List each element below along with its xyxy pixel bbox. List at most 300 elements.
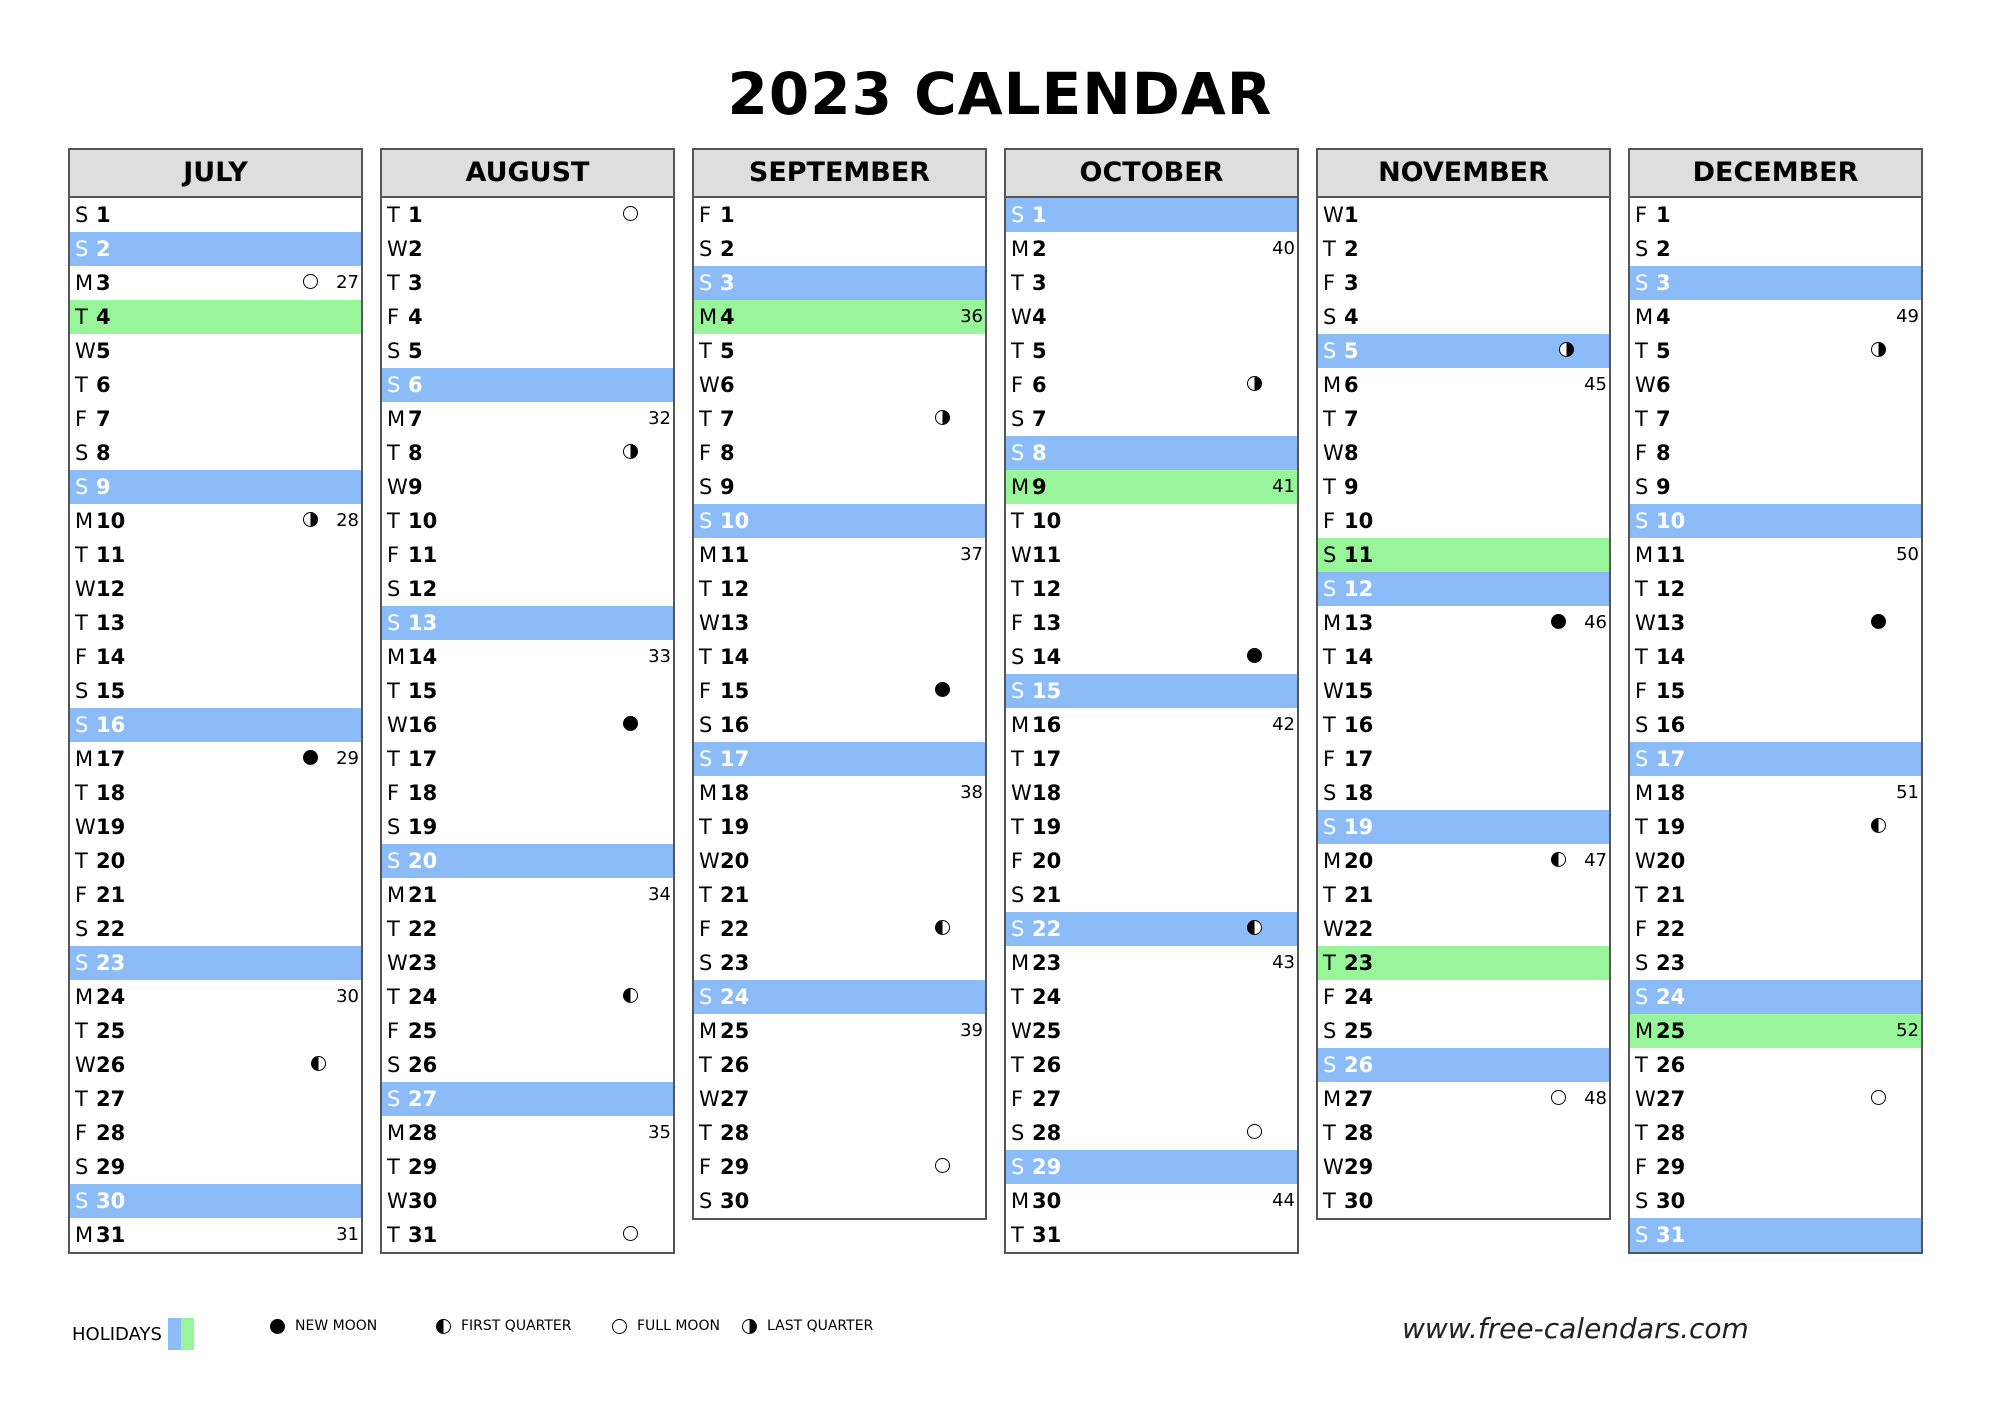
day-row	[1630, 1218, 1921, 1252]
day-row	[1006, 606, 1297, 640]
day-number: 17	[408, 747, 438, 771]
day-row	[1630, 640, 1921, 674]
day-row	[694, 1116, 985, 1150]
weekday-letter: T	[1011, 747, 1024, 771]
day-number: 19	[1344, 815, 1374, 839]
weekday-letter: S	[75, 237, 89, 261]
day-row	[1006, 946, 1297, 980]
week-number: 31	[336, 1224, 359, 1245]
day-number: 8	[1344, 441, 1359, 465]
day-row	[1006, 674, 1297, 708]
day-number: 18	[1032, 781, 1062, 805]
month-name: AUGUST	[382, 150, 673, 198]
day-number: 20	[1032, 849, 1062, 873]
day-row	[1630, 606, 1921, 640]
weekday-letter: S	[387, 849, 401, 873]
day-row	[382, 198, 673, 232]
day-number: 20	[1344, 849, 1374, 873]
weekday-letter: S	[387, 373, 401, 397]
day-number: 12	[1344, 577, 1374, 601]
day-number: 13	[1032, 611, 1062, 635]
day-number: 2	[720, 237, 735, 261]
week-number: 27	[336, 272, 359, 293]
first-quarter-icon	[935, 920, 950, 935]
legend-last-quarter-label: LAST QUARTER	[767, 1318, 874, 1334]
day-row	[382, 300, 673, 334]
weekday-letter: S	[1635, 951, 1649, 975]
weekday-letter: T	[1323, 407, 1336, 431]
day-number: 25	[1032, 1019, 1062, 1043]
day-row	[1318, 844, 1609, 878]
weekday-letter: S	[75, 679, 89, 703]
day-row	[70, 742, 361, 776]
day-row	[1630, 1048, 1921, 1082]
last-quarter-icon	[623, 444, 638, 459]
day-number: 17	[1032, 747, 1062, 771]
weekday-letter: W	[699, 1087, 720, 1111]
weekday-letter: F	[387, 1019, 400, 1043]
weekday-letter: M	[1323, 611, 1342, 635]
week-number: 44	[1272, 1190, 1295, 1211]
weekday-letter: S	[387, 577, 401, 601]
day-row	[382, 1218, 673, 1252]
day-number: 30	[408, 1189, 438, 1213]
day-row	[1006, 810, 1297, 844]
day-number: 8	[1656, 441, 1671, 465]
weekday-letter: S	[1011, 441, 1025, 465]
day-number: 8	[96, 441, 111, 465]
day-row	[1006, 708, 1297, 742]
day-number: 5	[1032, 339, 1047, 363]
legend-first-quarter-label: FIRST QUARTER	[461, 1318, 572, 1334]
day-number: 22	[720, 917, 750, 941]
weekday-letter: S	[1011, 645, 1025, 669]
week-number: 42	[1272, 714, 1295, 735]
day-number: 18	[720, 781, 750, 805]
day-row	[1318, 674, 1609, 708]
day-number: 14	[1032, 645, 1062, 669]
day-row	[382, 402, 673, 436]
day-number: 20	[1656, 849, 1686, 873]
day-number: 10	[96, 509, 126, 533]
weekday-letter: F	[1323, 271, 1336, 295]
day-row	[1630, 1014, 1921, 1048]
weekday-letter: S	[1011, 679, 1025, 703]
weekday-letter: T	[1323, 645, 1336, 669]
weekday-letter: M	[1011, 951, 1030, 975]
weekday-letter: S	[1635, 1189, 1649, 1213]
weekday-letter: T	[1323, 883, 1336, 907]
day-number: 21	[1032, 883, 1062, 907]
weekday-letter: F	[1635, 441, 1648, 465]
day-number: 7	[1032, 407, 1047, 431]
weekday-letter: S	[1011, 917, 1025, 941]
day-row	[694, 504, 985, 538]
day-row	[70, 538, 361, 572]
weekday-letter: T	[1011, 985, 1024, 1009]
weekday-letter: W	[1323, 441, 1344, 465]
day-number: 23	[1032, 951, 1062, 975]
day-number: 2	[1032, 237, 1047, 261]
weekday-letter: T	[387, 1155, 400, 1179]
weekday-letter: T	[699, 1121, 712, 1145]
month-name: JULY	[70, 150, 361, 198]
weekday-letter: M	[75, 271, 94, 295]
new-moon-icon	[1551, 614, 1566, 629]
weekday-letter: F	[1323, 747, 1336, 771]
day-number: 11	[1032, 543, 1062, 567]
weekday-letter: F	[75, 407, 88, 431]
day-row	[1630, 878, 1921, 912]
full-moon-icon	[303, 274, 318, 289]
weekday-letter: T	[1323, 1121, 1336, 1145]
website-link[interactable]: www.free-calendars.com	[1402, 1312, 1749, 1345]
day-row	[694, 266, 985, 300]
day-row	[1006, 776, 1297, 810]
new-moon-icon	[270, 1319, 285, 1334]
weekday-letter: S	[75, 203, 89, 227]
last-quarter-icon	[1871, 342, 1886, 357]
day-number: 5	[408, 339, 423, 363]
day-row	[1630, 538, 1921, 572]
weekday-letter: M	[75, 747, 94, 771]
weekday-letter: F	[1635, 1155, 1648, 1179]
day-row	[1318, 810, 1609, 844]
day-number: 25	[720, 1019, 750, 1043]
day-number: 25	[96, 1019, 126, 1043]
weekday-letter: S	[1635, 237, 1649, 261]
weekday-letter: M	[387, 407, 406, 431]
day-row	[382, 470, 673, 504]
weekday-letter: M	[387, 1121, 406, 1145]
day-number: 15	[720, 679, 750, 703]
day-row	[382, 1116, 673, 1150]
day-number: 5	[1656, 339, 1671, 363]
day-number: 2	[1344, 237, 1359, 261]
legend-new-moon-label: NEW MOON	[295, 1318, 378, 1334]
day-number: 21	[1656, 883, 1686, 907]
weekday-letter: S	[75, 475, 89, 499]
day-number: 23	[720, 951, 750, 975]
day-number: 21	[96, 883, 126, 907]
day-row	[1318, 402, 1609, 436]
day-row	[70, 1014, 361, 1048]
weekday-letter: M	[699, 781, 718, 805]
day-row	[382, 232, 673, 266]
weekday-letter: S	[1635, 271, 1649, 295]
day-number: 29	[720, 1155, 750, 1179]
weekday-letter: S	[699, 951, 713, 975]
day-number: 11	[96, 543, 126, 567]
weekday-letter: S	[699, 237, 713, 261]
day-number: 2	[96, 237, 111, 261]
day-row	[1630, 198, 1921, 232]
weekday-letter: T	[1635, 815, 1648, 839]
day-row	[382, 878, 673, 912]
weekday-letter: S	[699, 509, 713, 533]
weekday-letter: S	[1323, 781, 1337, 805]
day-row	[382, 946, 673, 980]
day-row	[1318, 878, 1609, 912]
day-number: 28	[1032, 1121, 1062, 1145]
day-row	[694, 606, 985, 640]
day-row	[1318, 980, 1609, 1014]
weekday-letter: F	[699, 917, 712, 941]
weekday-letter: S	[699, 747, 713, 771]
weekday-letter: T	[1323, 713, 1336, 737]
day-row	[694, 1014, 985, 1048]
last-quarter-icon	[1559, 342, 1574, 357]
day-row	[382, 810, 673, 844]
day-row	[694, 946, 985, 980]
day-number: 6	[720, 373, 735, 397]
day-number: 6	[1344, 373, 1359, 397]
day-row	[1630, 266, 1921, 300]
day-row	[70, 606, 361, 640]
day-number: 16	[1344, 713, 1374, 737]
week-number: 37	[960, 544, 983, 565]
day-row	[382, 538, 673, 572]
day-number: 17	[1656, 747, 1686, 771]
day-row	[1006, 1218, 1297, 1252]
month-name: DECEMBER	[1630, 150, 1921, 198]
day-row	[1006, 300, 1297, 334]
weekday-letter: S	[1323, 577, 1337, 601]
weekday-letter: M	[1323, 373, 1342, 397]
day-row	[382, 334, 673, 368]
day-number: 24	[408, 985, 438, 1009]
day-row	[1630, 776, 1921, 810]
weekday-letter: T	[699, 883, 712, 907]
day-number: 9	[96, 475, 111, 499]
full-moon-icon	[1871, 1090, 1886, 1105]
day-number: 4	[96, 305, 111, 329]
weekday-letter: W	[1323, 917, 1344, 941]
new-moon-icon	[1871, 614, 1886, 629]
month-name: OCTOBER	[1006, 150, 1297, 198]
legend-first-quarter	[436, 1318, 571, 1334]
day-row	[70, 708, 361, 742]
day-number: 12	[408, 577, 438, 601]
day-row	[1630, 232, 1921, 266]
day-number: 11	[408, 543, 438, 567]
day-row	[70, 198, 361, 232]
day-row	[694, 674, 985, 708]
weekday-letter: S	[699, 713, 713, 737]
day-row	[1006, 232, 1297, 266]
day-number: 13	[1344, 611, 1374, 635]
weekday-letter: M	[1635, 1019, 1654, 1043]
day-row	[70, 844, 361, 878]
day-number: 17	[96, 747, 126, 771]
day-row	[1318, 776, 1609, 810]
day-number: 23	[96, 951, 126, 975]
weekday-letter: T	[1635, 339, 1648, 363]
weekday-letter: F	[75, 645, 88, 669]
day-row	[382, 504, 673, 538]
weekday-letter: W	[75, 339, 96, 363]
week-number: 45	[1584, 374, 1607, 395]
day-row	[694, 980, 985, 1014]
week-number: 51	[1896, 782, 1919, 803]
weekday-letter: F	[699, 1155, 712, 1179]
weekday-letter: T	[1011, 815, 1024, 839]
day-number: 9	[1032, 475, 1047, 499]
day-row	[694, 470, 985, 504]
day-row	[382, 572, 673, 606]
day-row	[694, 708, 985, 742]
weekday-letter: F	[387, 305, 400, 329]
weekday-letter: T	[1011, 577, 1024, 601]
month-october	[1004, 148, 1299, 1254]
weekday-letter: S	[1011, 407, 1025, 431]
day-row	[1630, 504, 1921, 538]
day-row	[694, 878, 985, 912]
day-number: 15	[1032, 679, 1062, 703]
day-number: 19	[96, 815, 126, 839]
day-row	[1318, 1082, 1609, 1116]
day-row	[1318, 266, 1609, 300]
weekday-letter: F	[1323, 985, 1336, 1009]
weekday-letter: T	[387, 985, 400, 1009]
weekday-letter: M	[1635, 543, 1654, 567]
first-quarter-icon	[623, 988, 638, 1003]
legend-last-quarter	[742, 1318, 873, 1334]
day-row	[1318, 708, 1609, 742]
day-number: 21	[408, 883, 438, 907]
weekday-letter: T	[699, 1053, 712, 1077]
week-number: 52	[1896, 1020, 1919, 1041]
week-number: 32	[648, 408, 671, 429]
day-number: 31	[1656, 1223, 1686, 1247]
new-moon-icon	[303, 750, 318, 765]
day-row	[70, 810, 361, 844]
day-row	[1630, 912, 1921, 946]
week-number: 49	[1896, 306, 1919, 327]
month-december	[1628, 148, 1923, 1254]
weekday-letter: T	[1011, 1223, 1024, 1247]
day-number: 14	[96, 645, 126, 669]
weekday-letter: S	[387, 815, 401, 839]
day-number: 26	[408, 1053, 438, 1077]
first-quarter-icon	[1551, 852, 1566, 867]
weekday-letter: M	[1011, 713, 1030, 737]
day-row	[70, 470, 361, 504]
day-number: 27	[408, 1087, 438, 1111]
day-row	[382, 1048, 673, 1082]
weekday-letter: W	[1011, 543, 1032, 567]
week-number: 30	[336, 986, 359, 1007]
weekday-letter: T	[387, 271, 400, 295]
day-row	[1630, 708, 1921, 742]
weekday-letter: S	[75, 713, 89, 737]
day-number: 15	[1656, 679, 1686, 703]
weekday-letter: T	[1323, 475, 1336, 499]
day-number: 26	[1032, 1053, 1062, 1077]
day-row	[382, 674, 673, 708]
day-row	[1630, 334, 1921, 368]
day-row	[1318, 470, 1609, 504]
weekday-letter: T	[1011, 339, 1024, 363]
weekday-letter: S	[1635, 713, 1649, 737]
last-quarter-icon	[303, 512, 318, 527]
week-number: 43	[1272, 952, 1295, 973]
day-row	[1318, 198, 1609, 232]
day-row	[70, 1184, 361, 1218]
day-number: 4	[1032, 305, 1047, 329]
weekday-letter: T	[387, 917, 400, 941]
day-number: 17	[1344, 747, 1374, 771]
day-number: 29	[1032, 1155, 1062, 1179]
day-row	[694, 1048, 985, 1082]
day-row	[382, 912, 673, 946]
day-row	[1630, 1184, 1921, 1218]
day-number: 14	[1344, 645, 1374, 669]
new-moon-icon	[623, 716, 638, 731]
weekday-letter: T	[1323, 951, 1336, 975]
day-row	[694, 334, 985, 368]
day-number: 9	[720, 475, 735, 499]
day-number: 18	[96, 781, 126, 805]
day-row	[1006, 878, 1297, 912]
day-number: 15	[408, 679, 438, 703]
day-number: 19	[1656, 815, 1686, 839]
day-number: 10	[1344, 509, 1374, 533]
weekday-letter: S	[1635, 985, 1649, 1009]
weekday-letter: M	[387, 645, 406, 669]
weekday-letter: T	[75, 611, 88, 635]
last-quarter-icon	[742, 1319, 757, 1334]
day-number: 24	[1032, 985, 1062, 1009]
day-row	[1630, 368, 1921, 402]
day-number: 1	[1032, 203, 1047, 227]
day-row	[382, 1150, 673, 1184]
day-row	[1006, 1048, 1297, 1082]
day-number: 28	[96, 1121, 126, 1145]
day-row	[1318, 1116, 1609, 1150]
day-number: 17	[720, 747, 750, 771]
weekday-letter: F	[387, 781, 400, 805]
weekday-letter: T	[1635, 645, 1648, 669]
day-number: 20	[408, 849, 438, 873]
day-number: 1	[1656, 203, 1671, 227]
day-number: 1	[408, 203, 423, 227]
first-quarter-icon	[1247, 920, 1262, 935]
day-number: 5	[1344, 339, 1359, 363]
day-number: 16	[720, 713, 750, 737]
day-row	[70, 1116, 361, 1150]
weekday-letter: S	[387, 1087, 401, 1111]
day-row	[1630, 300, 1921, 334]
day-row	[1006, 742, 1297, 776]
weekday-letter: S	[75, 1155, 89, 1179]
day-number: 9	[1344, 475, 1359, 499]
last-quarter-icon	[1247, 376, 1262, 391]
new-moon-icon	[1247, 648, 1262, 663]
weekday-letter: F	[75, 1121, 88, 1145]
day-row	[70, 640, 361, 674]
weekday-letter: W	[1635, 611, 1656, 635]
day-number: 12	[1032, 577, 1062, 601]
day-row	[1318, 912, 1609, 946]
weekday-letter: M	[75, 509, 94, 533]
day-row	[1006, 1116, 1297, 1150]
day-number: 19	[1032, 815, 1062, 839]
day-number: 4	[408, 305, 423, 329]
day-number: 22	[408, 917, 438, 941]
day-row	[1630, 1150, 1921, 1184]
weekday-letter: T	[387, 441, 400, 465]
